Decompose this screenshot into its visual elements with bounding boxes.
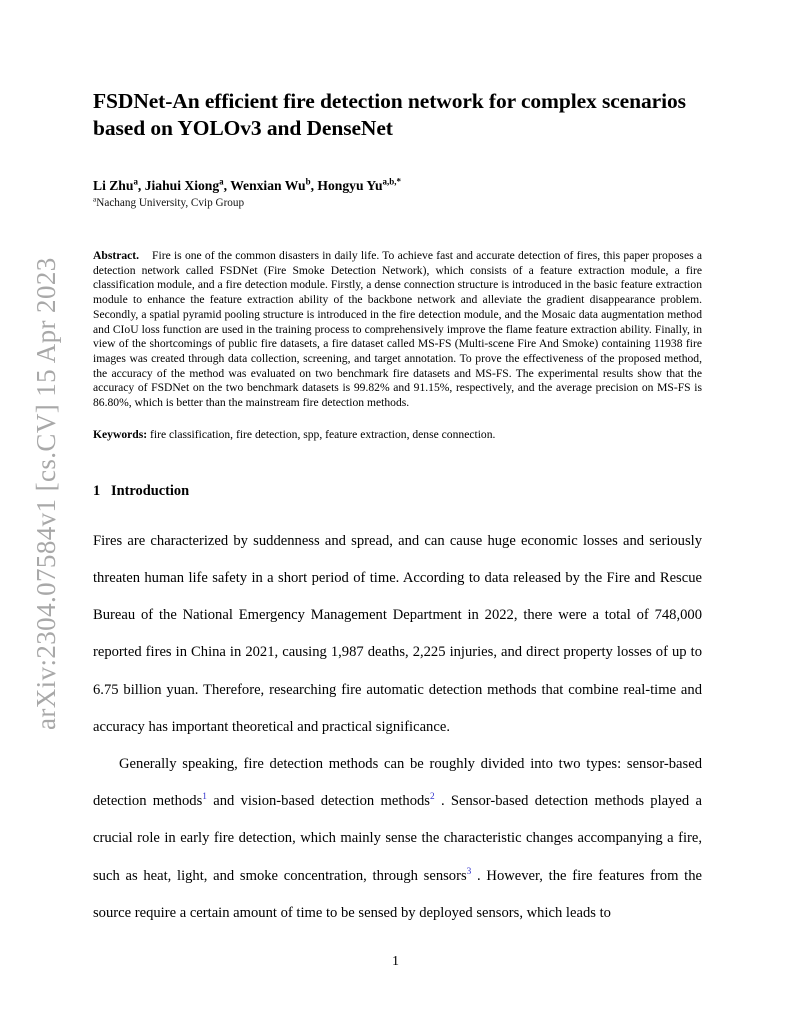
author-affil-marker-1: a — [133, 176, 138, 187]
paragraph-2-part-c: . Sensor-based detection methods played a crucial role in early fire detection, which mainly sense the characteristic changes accompanying a fire, such as heat, light, and smoke concentration, through sensors — [93, 793, 702, 884]
paragraph-2-part-a: Generally speaking, fire detection methods can be roughly divided into two types: sensor-based detection methods — [93, 755, 702, 810]
abstract-label: Abstract. — [93, 249, 140, 262]
affiliation-text: Nachang University, Cvip Group — [96, 197, 245, 209]
keywords-label: Keywords: — [93, 427, 148, 441]
paragraph-2 — [93, 746, 702, 932]
affiliation-marker: a — [93, 194, 97, 204]
page-title: FSDNet-An efficient fire detection network for complex scenarios based on YOLOv3 and DenseNet — [93, 89, 686, 140]
author-name-1: Li Zhu — [93, 178, 134, 193]
paragraph-2-part-d: . However, the fire features from the source require a certain amount of time to be sensed by deployed sensors, which leads to — [93, 867, 703, 921]
author-affil-marker-3: b — [305, 176, 311, 187]
author-separator-3: , — [310, 178, 318, 193]
citation-link-2[interactable]: 2 — [429, 792, 435, 803]
author-affil-marker-2: a — [219, 176, 224, 187]
author-name-2: Jiahui Xiong — [144, 178, 220, 193]
citation-link-1[interactable]: 1 — [202, 792, 207, 803]
affiliation-line — [93, 194, 702, 210]
keywords-text: fire classification, fire detection, spp, feature extraction, dense connection. — [147, 427, 496, 441]
section-number: 1 — [93, 482, 101, 499]
author-affil-marker-4: a,b,* — [382, 176, 401, 187]
paper-content-column — [93, 0, 702, 932]
section-title: Introduction — [111, 482, 190, 499]
paragraph-2-part-b: and vision-based detection methods — [206, 793, 430, 810]
author-list — [93, 142, 702, 194]
section-heading-introduction — [93, 442, 702, 500]
author-separator-1: , — [137, 178, 145, 193]
paragraph-1: Fires are characterized by suddenness and spread, and can cause huge economic losses and seriously threaten human life safety in a short period of time. According to data released by the Fire and Rescue Bureau of the National Emergency Management Department in 2022, there were a total of 748,000 reported fires in China in 2021, causing 1,987 deaths, 2,225 injuries, and direct property losses of up to 6.75 billion yuan. Therefore, researching fire automatic detection methods that combine real-time and accuracy has important theoretical and practical significance. — [93, 532, 702, 735]
arxiv-stamp: arXiv:2304.07584v1 [cs.CV] 15 Apr 2023 — [31, 257, 61, 730]
abstract-text: Fire is one of the common disasters in daily life. To achieve fast and accurate detection of fires, this paper proposes a detection network called FSDNet (Fire Smoke Detection Network), which consists of a feature extraction module, a fire classification module, and a fire detection module. Firstly, a dense connection structure is introduced in the basic feature extraction module to enhance the feature extraction ability of the backbone network and alleviate the gradient disappearance problem. Secondly, a spatial pyramid pooling structure is introduced in the fire detection module, and the Mosaic data augmentation method and CIoU loss function are used in the training process to comprehensively improve the flame feature extraction ability. Finally, in view of the shortcomings of public fire datasets, a fire dataset called MS-FS (Multi-scene Fire And Smoke) containing 11938 fire images was created through data collection, screening, and target annotation. To prove the effectiveness of the proposed method, the accuracy of the method was evaluated on two benchmark fire datasets and MS-FS. The experimental results show that the accuracy of FSDNet on the two benchmark datasets is 99.82% and 91.15%, respectively, and the average precision on MS-FS is 86.80%, which is better than the mainstream fire detection methods. — [93, 249, 702, 410]
author-name-3: Wenxian Wu — [230, 178, 306, 193]
citation-link-3[interactable]: 3 — [466, 866, 472, 877]
keywords-block — [93, 411, 702, 442]
page-number: 1 — [392, 954, 399, 969]
author-separator-2: , — [223, 178, 231, 193]
abstract-block — [93, 210, 702, 411]
author-name-4: Hongyu Yu — [317, 178, 383, 193]
